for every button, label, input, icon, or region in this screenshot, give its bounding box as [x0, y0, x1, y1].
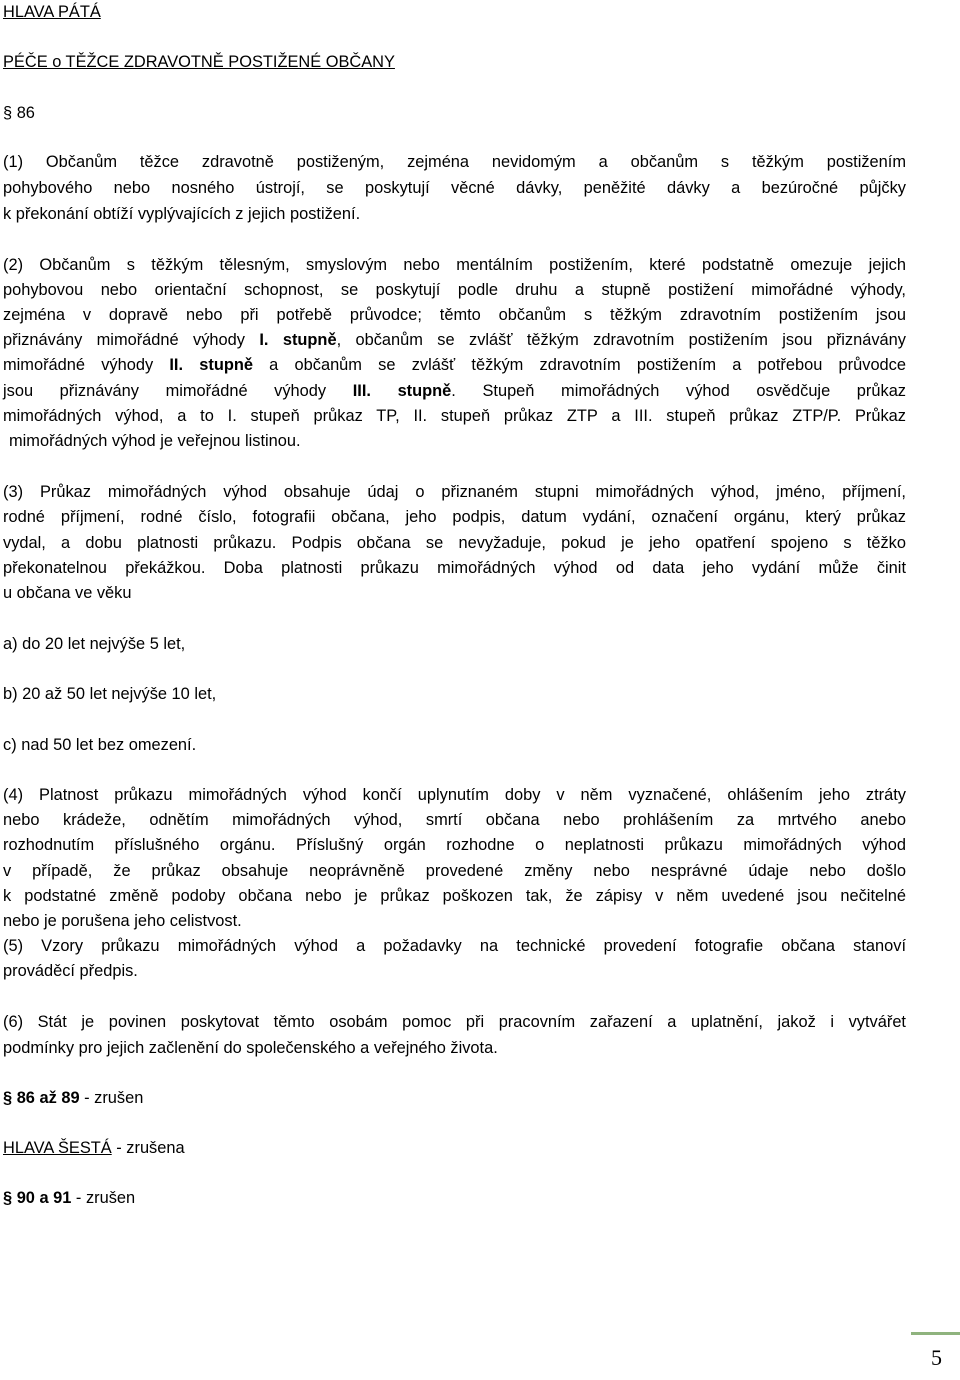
- bold-text: I. stupně: [259, 331, 337, 349]
- page-number: 5: [931, 1345, 942, 1370]
- text: jsou přiznávány mimořádné výhody: [3, 382, 353, 400]
- section-sign-icon: §: [3, 104, 13, 122]
- paragraph-2-line: [3, 332, 906, 348]
- section-number: [3, 105, 35, 121]
- paragraph-4-line: nebo je porušena jeho celistvost.: [3, 912, 242, 930]
- paragraph-3-line: rodné příjmení, rodné číslo, fotografii občana, jeho podpis, datum vydání, označení orgánu, který průkaz: [3, 508, 906, 526]
- part-heading: HLAVA PÁTÁ: [3, 3, 101, 21]
- paragraph-4-line: k podstatné změně podoby občana nebo je průkaz poškozen tak, že zápisy v něm uvedené jsou nečitelné: [3, 887, 906, 905]
- repealed-suffix: - zrušen: [71, 1189, 136, 1207]
- paragraph-1-line: pohybového nebo nosného ústrojí, se poskytují věcné dávky, peněžité dávky a bezúročné půjčky: [3, 179, 906, 197]
- repealed-suffix: - zrušena: [111, 1139, 185, 1157]
- paragraph-1-line: (1) Občanům těžce zdravotně postiženým, zejména nevidomým a občanům s těžkým postižením: [3, 153, 906, 171]
- text: , občanům se zvlášť těžkým zdravotním postižením jsou přiznávány: [336, 331, 906, 349]
- paragraph-4-line: v případě, že průkaz obsahuje neoprávněně provedené změny nebo nesprávné údaje nebo došlo: [3, 862, 906, 880]
- paragraph-5-line: prováděcí předpis.: [3, 962, 138, 980]
- section-number-text: 86: [16, 104, 35, 122]
- list-item: b) 20 až 50 let nejvýše 10 let,: [3, 685, 217, 703]
- repealed-range: 86 až 89: [16, 1089, 80, 1107]
- paragraph-6-line: podmínky pro jejich začlenění do společenského a veřejného života.: [3, 1039, 498, 1057]
- paragraph-3-line: (3) Průkaz mimořádných výhod obsahuje údaj o přiznaném stupni mimořádných výhod, jméno, příjmení,: [3, 483, 906, 501]
- paragraph-2-line: mimořádných výhod, a to I. stupeň průkaz TP, II. stupeň průkaz ZTP a III. stupeň průkaz ZTP/P. Průkaz: [3, 407, 906, 425]
- section-sign-icon: §: [3, 1189, 13, 1207]
- paragraph-2-line: [3, 357, 906, 373]
- paragraph-2-line: (2) Občanům s těžkým tělesným, smyslovým nebo mentálním postižením, které podstatně omezuje jejich: [3, 256, 906, 274]
- paragraph-3-line: překonatelnou překážkou. Doba platnosti průkazu mimořádných výhod od data jeho vydání může činit: [3, 559, 906, 577]
- repealed-range: 90 a 91: [16, 1189, 72, 1207]
- list-item: c) nad 50 let bez omezení.: [3, 736, 197, 754]
- repealed-part-six: [3, 1140, 185, 1156]
- part-six-heading: HLAVA ŠESTÁ: [3, 1139, 112, 1157]
- list-item: a) do 20 let nejvýše 5 let,: [3, 635, 186, 653]
- paragraph-2-line: [3, 383, 906, 399]
- text: mimořádné výhody: [3, 356, 170, 374]
- text: . Stupeň mimořádných výhod osvědčuje průkaz: [451, 382, 907, 400]
- repealed-suffix: - zrušen: [79, 1089, 144, 1107]
- paragraph-2-line: zejména v dopravě nebo při potřebě průvodce; těmto občanům s těžkým zdravotním postižením jsou: [3, 306, 906, 324]
- repealed-sections-90-91: [3, 1190, 135, 1206]
- paragraph-4-line: nebo krádeže, odnětím mimořádných výhod, smrtí občana nebo prohlášením za mrtvého anebo: [3, 811, 906, 829]
- part-title: PÉČE o TĚŽCE ZDRAVOTNĚ POSTIŽENÉ OBČANY: [3, 53, 395, 71]
- page-number-box: [911, 1332, 960, 1380]
- paragraph-3-line: u občana ve věku: [3, 584, 132, 602]
- paragraph-1-line: k překonání obtíží vyplývajících z jejich postižení.: [3, 205, 361, 223]
- bold-text: III. stupně: [352, 382, 452, 400]
- paragraph-4-line: (4) Platnost průkazu mimořádných výhod končí uplynutím doby v něm vyznačené, ohlášením jeho ztráty: [3, 786, 906, 804]
- paragraph-3-line: vydal, a dobu platnosti průkazu. Podpis občana se nevyžaduje, pokud je jeho opatření spojeno s těžko: [3, 534, 906, 552]
- paragraph-4-line: rozhodnutím příslušného orgánu. Příslušný orgán rozhodne o neplatnosti průkazu mimořádných výhod: [3, 836, 906, 854]
- repealed-sections-86-89: [3, 1090, 143, 1106]
- section-sign-icon: §: [3, 1089, 13, 1107]
- bold-text: II. stupně: [169, 356, 253, 374]
- paragraph-2-line: pohybovou nebo orientační schopnost, se poskytují podle druhu a stupně postižení mimořádné výhody,: [3, 281, 906, 299]
- paragraph-6-line: (6) Stát je povinen poskytovat těmto osobám pomoc při pracovním zařazení a uplatnění, jakož i vytvářet: [3, 1013, 906, 1031]
- text: přiznávány mimořádné výhody: [3, 331, 260, 349]
- paragraph-2-line: mimořádných výhod je veřejnou listinou.: [9, 432, 301, 450]
- paragraph-5-line: (5) Vzory průkazu mimořádných výhod a požadavky na technické provedení fotografie občana stanoví: [3, 937, 906, 955]
- text: a občanům se zvlášť těžkým zdravotním postižením a potřebou průvodce: [252, 356, 906, 374]
